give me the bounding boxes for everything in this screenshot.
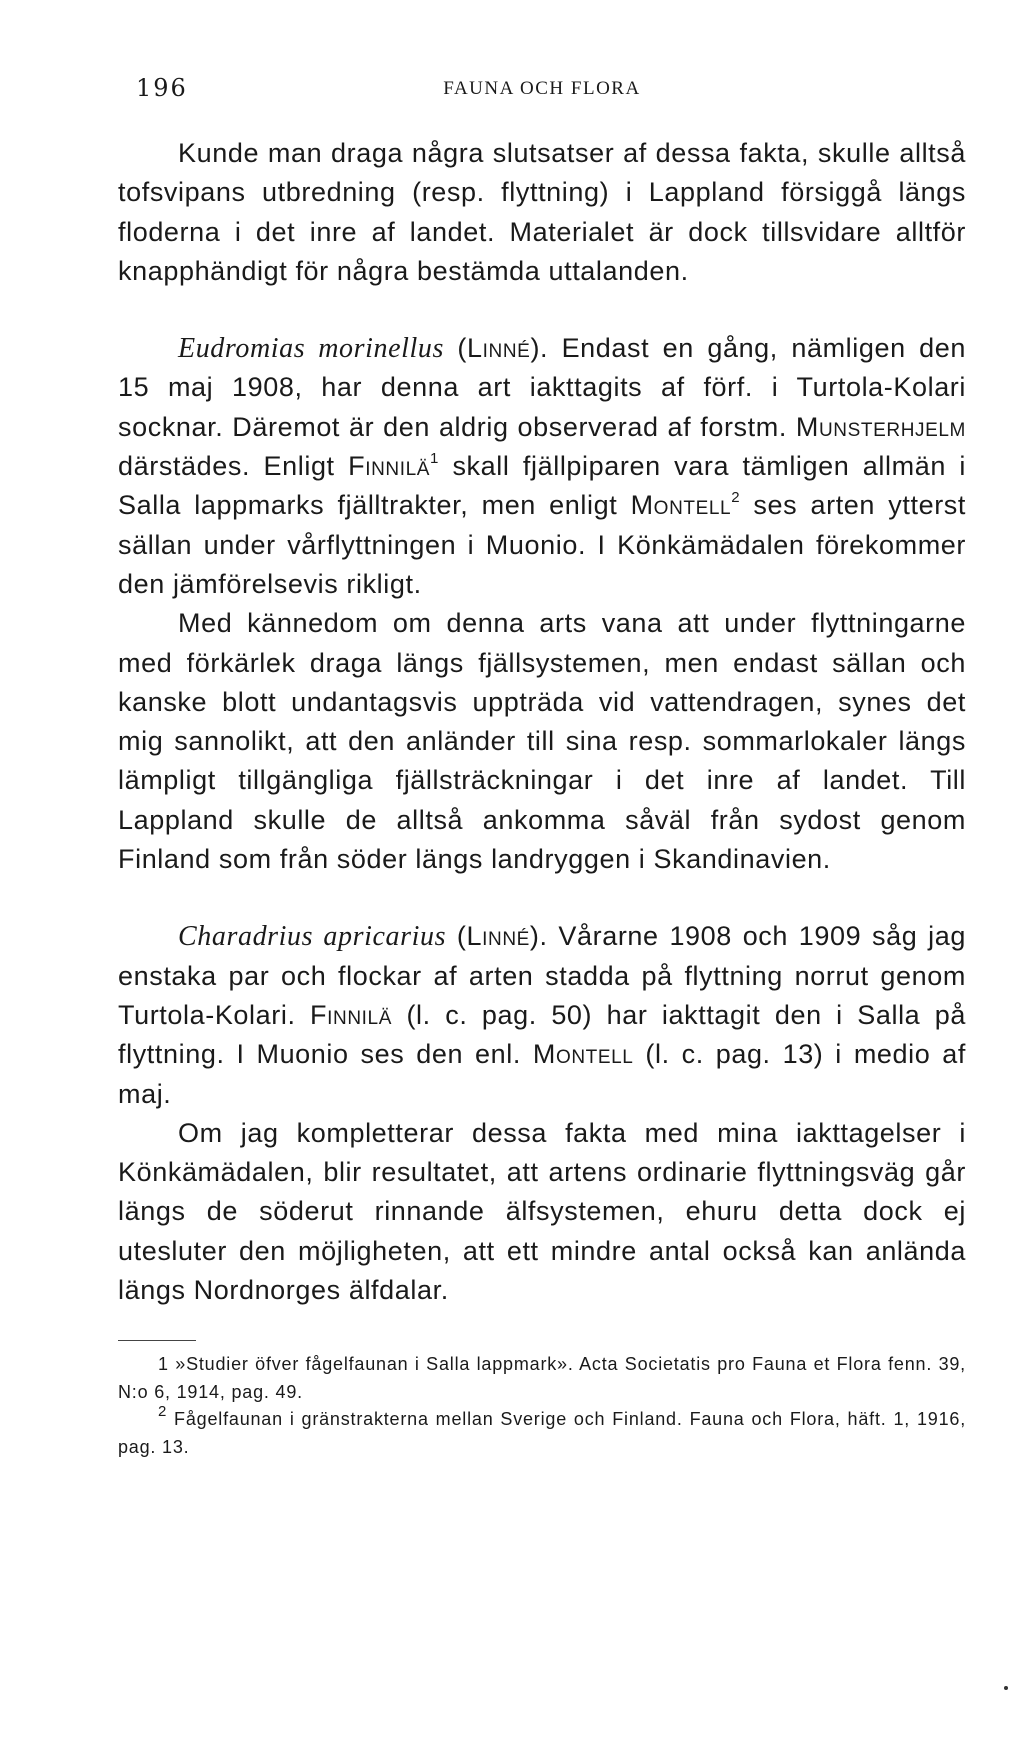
paragraph-migration-route: Med kännedom om denna arts vana att under flyttningarne med förkärlek draga längs fjällsystemen, men endast sällan och kanske blott undantagsvis uppträda vid vattendragen, synes det mig sannolikt, att den anländer till sina resp. sommarlokaler längs lämpligt tillgängliga fjällsträckningar i det inre af landet. Till Lappland skulle de alltså ankomma såväl från sydost genom Finland som från söder längs landryggen i Skandinavien. [118,608,966,875]
footnote-2 [118,1403,966,1461]
footnote-1-text: »Studier öfver fågelfaunan i Salla lappmark». Acta Societatis pro Fauna et Flora fenn. 39, N:o 6, 1914, pag. 49. [118,1354,966,1402]
page-number: 196 [136,74,188,102]
authority-linne: Linné [467,333,531,364]
margin-speck [1004,1686,1008,1690]
running-title: FAUNA OCH FLORA [443,78,641,99]
footnote-2-text: Fågelfaunan i gränstrakterna mellan Sverige och Finland. Fauna och Flora, häft. 1, 1916, pag. 13. [118,1409,966,1457]
text-segment: . Vårarne 1908 och 1909 såg jag enstaka par och flockar af arten stadda på flyttning norrut genom Turtola-Kolari. [118,921,967,1030]
document-page [118,72,966,1461]
paragraph-charadrius-apricarius: Charadrius apricarius (Linné). Vårarne 1908 och 1909 såg jag enstaka par och flockar af arten stadda på flyttning norrut genom Turtola-Kolari. Finnilä (l. c. pag. 50) har iakttagit den i Salla på flyttning. I Muonio ses den enl. Montell (l. c. pag. 13) i medio af maj. [118,921,967,1109]
footnote-divider [118,1340,196,1341]
paragraph-konkamadalen-conclusion: Om jag kompletterar dessa fakta med mina iakttagelser i Könkämädalen, blir resultatet, att artens ordinarie flyttningsväg går längs de söderut rinnande älfsystemen, ehuru detta dock ej utesluter den möjligheten, att ett mindre antal också kan anlända längs Nordnorges älfdalar. [118,1117,966,1306]
footnote-ref-2[interactable]: 2 [731,489,741,507]
author-montell: Montell [630,490,732,521]
text-segment: (l. c. pag. 13) i medio af maj. [118,1039,966,1109]
text-segment: skall fjällpiparen vara tämligen allmän i Salla lappmarks fjälltrakter, men enligt [118,451,966,521]
text-segment: . Endast en gång, nämligen den 15 maj 1908, har denna art iakttagits af förf. i Turtola-Kolari socknar. Däremot är den aldrig observerad af forstm. [118,333,966,442]
footnote-1-mark: 1 [158,1354,169,1375]
footnote-2-mark: 2 [158,1403,168,1421]
footnote-1 [118,1351,966,1406]
text-segment: ses arten ytterst sällan under vårflyttningen i Muonio. I Könkämädalen förekommer den jämförelsevis rikligt. [118,490,966,599]
paragraph-eudromias-morinellus: Eudromias morinellus (Linné). Endast en gång, nämligen den 15 maj 1908, har denna art iakttagits af förf. i Turtola-Kolari socknar. Däremot är den aldrig observerad af forstm. Munsterhjelm därstädes. Enligt Finnilä$^1$ skall fjällpiparen vara tämligen allmän i Salla lappmarks fjälltrakter, men enligt Montell$^2$ ses arten ytterst sällan under vårflyttningen i Muonio. I Könkämädalen förekommer den jämförelsevis rikligt. [118,333,966,599]
author-munsterhjelm: Munsterhjelm [795,411,966,442]
author-finnila: Finnilä [310,999,392,1030]
author-montell: Montell [532,1039,634,1070]
authority-linne: Linné [466,921,530,952]
species-name-eudromias: Eudromias morinellus [178,333,444,365]
running-header [118,72,966,112]
author-finnila: Finnilä [348,451,431,482]
species-name-charadrius: Charadrius apricarius [178,921,447,953]
text-segment: (l. c. pag. 50) har iakttagit den i Salla på flyttning. I Muonio ses den enl. [118,999,966,1070]
text-segment: därstädes. Enligt [118,451,349,482]
footnote-ref-1[interactable]: 1 [430,450,439,468]
paragraph-tofsvipa-conclusion: Kunde man draga några slutsatser af dessa fakta, skulle alltså tofsvipans utbredning (resp. flyttning) i Lappland försiggå längs floderna i det inre af landet. Materialet är dock tillsvidare alltför knapphändigt för några bestämda uttalanden. [118,138,966,286]
